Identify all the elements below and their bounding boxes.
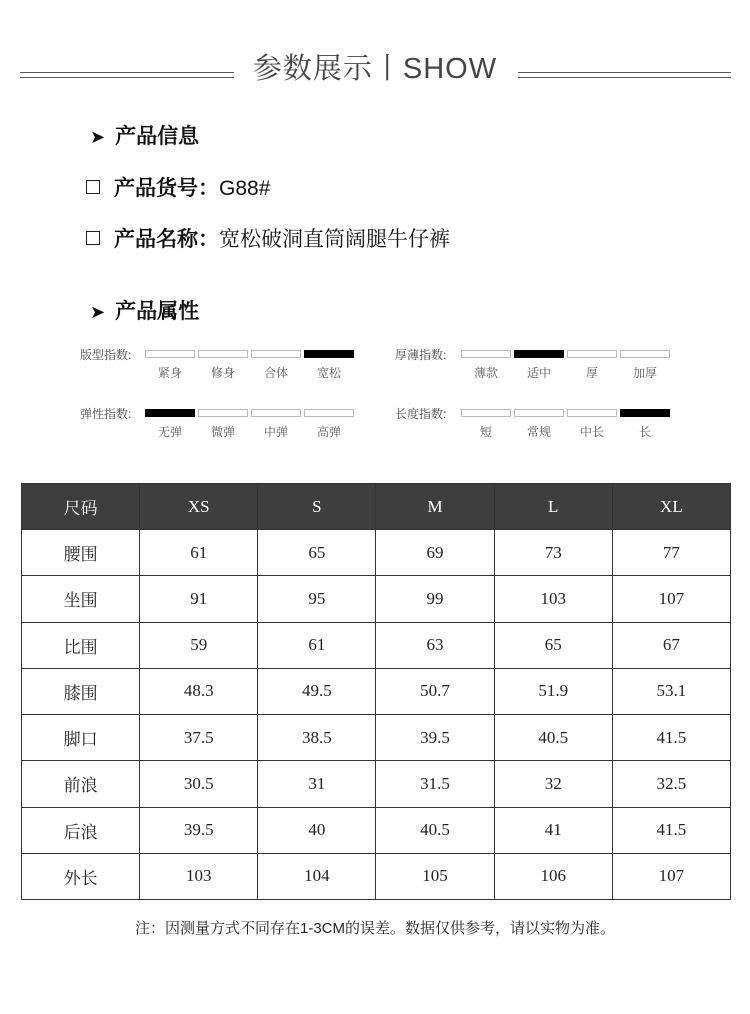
attribute-segment — [567, 409, 617, 417]
attribute-option-label: 微弹 — [210, 425, 235, 439]
measurement-value: 107 — [612, 853, 730, 899]
attribute-name: 长度指数: — [395, 407, 447, 421]
size-header-cell: M — [376, 484, 494, 530]
attributes-title: 产品属性 — [115, 300, 200, 323]
attribute-bar-track — [461, 409, 670, 417]
table-row — [22, 715, 731, 761]
measurement-value: 30.5 — [140, 761, 258, 807]
attribute-bar-track — [145, 409, 354, 417]
measurement-value: 53.1 — [612, 668, 730, 714]
product-name-value: 宽松破洞直筒阔腿牛仔裤 — [219, 228, 450, 251]
checkbox-square-icon — [86, 180, 100, 194]
attribute-option-label: 加厚 — [632, 366, 657, 380]
attribute-segment — [251, 409, 301, 417]
attribute-scale — [395, 405, 675, 445]
attribute-segment — [198, 409, 248, 417]
measurement-value: 48.3 — [140, 668, 258, 714]
attribute-segment — [620, 350, 670, 358]
measurement-value: 61 — [258, 622, 376, 668]
measurement-value: 51.9 — [494, 668, 612, 714]
table-row — [22, 853, 731, 899]
measurement-note: 注：因测量方式不同存在1-3CM的误差。数据仅供参考，请以实物为准。 — [134, 920, 615, 937]
measurement-value: 41.5 — [612, 807, 730, 853]
measurement-value: 37.5 — [140, 715, 258, 761]
attribute-segment-selected — [145, 409, 195, 417]
measurement-name: 坐围 — [22, 576, 140, 622]
attribute-name: 厚薄指数: — [395, 348, 447, 362]
attribute-option-label: 薄款 — [473, 366, 498, 380]
attribute-option-labels — [461, 423, 670, 440]
item-number-row — [86, 172, 270, 202]
table-row — [22, 576, 731, 622]
measurement-value: 41 — [494, 807, 612, 853]
size-header-cell: XS — [140, 484, 258, 530]
attribute-option-label: 中弹 — [263, 425, 288, 439]
attribute-option-label: 无弹 — [157, 425, 182, 439]
product-name-label: 产品名称： — [114, 228, 219, 251]
attribute-option-label: 厚 — [585, 366, 598, 380]
arrow-right-icon: ➤ — [90, 302, 106, 322]
product-info-title: 产品信息 — [115, 125, 200, 148]
measurement-value: 91 — [140, 576, 258, 622]
item-number-value: G88# — [219, 177, 271, 200]
attribute-name: 弹性指数: — [80, 407, 132, 421]
measurement-value: 39.5 — [140, 807, 258, 853]
size-table-header — [22, 484, 731, 530]
measurement-value: 39.5 — [376, 715, 494, 761]
header-title: 参数展示丨SHOW — [252, 53, 498, 85]
measurement-value: 65 — [258, 530, 376, 576]
attribute-segment-selected — [304, 350, 354, 358]
attributes-heading — [90, 295, 199, 325]
table-row — [22, 807, 731, 853]
measurement-value: 59 — [140, 622, 258, 668]
measurement-value: 49.5 — [258, 668, 376, 714]
item-number-label: 产品货号： — [114, 177, 219, 200]
size-header-cell: XL — [612, 484, 730, 530]
header-rule-right — [518, 72, 731, 78]
attribute-option-label: 修身 — [210, 366, 235, 380]
measurement-value: 107 — [612, 576, 730, 622]
measurement-value: 103 — [140, 853, 258, 899]
attribute-option-label: 短 — [479, 425, 492, 439]
attribute-segment — [514, 409, 564, 417]
measurement-value: 40.5 — [376, 807, 494, 853]
checkbox-square-icon — [86, 231, 100, 245]
size-header-cell: L — [494, 484, 612, 530]
product-name-row — [86, 223, 450, 253]
attribute-segment-selected — [514, 350, 564, 358]
attribute-name: 版型指数: — [80, 348, 132, 362]
attribute-option-label: 长 — [638, 425, 651, 439]
measurement-value: 73 — [494, 530, 612, 576]
attribute-segment — [251, 350, 301, 358]
section-header — [0, 40, 750, 100]
measurement-value: 103 — [494, 576, 612, 622]
attribute-option-label: 常规 — [526, 425, 551, 439]
measurement-value: 77 — [612, 530, 730, 576]
measurement-value: 31 — [258, 761, 376, 807]
measurement-value: 95 — [258, 576, 376, 622]
measurement-name: 腰围 — [22, 530, 140, 576]
attribute-option-labels — [461, 364, 670, 381]
measurement-value: 67 — [612, 622, 730, 668]
table-row — [22, 668, 731, 714]
measurement-value: 106 — [494, 853, 612, 899]
attribute-segment — [461, 350, 511, 358]
measurement-name: 膝围 — [22, 668, 140, 714]
measurement-name: 比围 — [22, 622, 140, 668]
measurement-name: 后浪 — [22, 807, 140, 853]
attribute-option-label: 宽松 — [316, 366, 341, 380]
measurement-value: 40.5 — [494, 715, 612, 761]
measurement-value: 105 — [376, 853, 494, 899]
attribute-segment — [304, 409, 354, 417]
attribute-option-label: 中长 — [579, 425, 604, 439]
product-info-heading — [90, 120, 199, 150]
attribute-option-label: 紧身 — [157, 366, 182, 380]
table-row — [22, 761, 731, 807]
measurement-value: 50.7 — [376, 668, 494, 714]
measurement-value: 41.5 — [612, 715, 730, 761]
attribute-option-label: 高弹 — [316, 425, 341, 439]
attribute-option-label: 合体 — [263, 366, 288, 380]
attribute-option-labels — [145, 364, 354, 381]
attribute-segment — [567, 350, 617, 358]
attribute-scale — [80, 346, 360, 386]
table-row — [22, 530, 731, 576]
size-table — [21, 483, 731, 900]
attribute-scale — [395, 346, 675, 386]
measurement-name: 外长 — [22, 853, 140, 899]
attribute-option-labels — [145, 423, 354, 440]
attribute-bar-track — [145, 350, 354, 358]
size-table-body — [22, 530, 731, 900]
attribute-segment — [198, 350, 248, 358]
measurement-value: 99 — [376, 576, 494, 622]
attribute-bar-track — [461, 350, 670, 358]
attribute-scale — [80, 405, 360, 445]
measurement-name: 脚口 — [22, 715, 140, 761]
size-header-label: 尺码 — [22, 484, 140, 530]
measurement-value: 32 — [494, 761, 612, 807]
measurement-value: 104 — [258, 853, 376, 899]
attribute-segment — [461, 409, 511, 417]
measurement-value: 65 — [494, 622, 612, 668]
measurement-name: 前浪 — [22, 761, 140, 807]
attribute-segment-selected — [620, 409, 670, 417]
measurement-value: 32.5 — [612, 761, 730, 807]
attribute-segment — [145, 350, 195, 358]
measurement-value: 63 — [376, 622, 494, 668]
arrow-right-icon: ➤ — [90, 127, 106, 147]
measurement-value: 38.5 — [258, 715, 376, 761]
measurement-value: 40 — [258, 807, 376, 853]
attribute-option-label: 适中 — [526, 366, 551, 380]
size-header-cell: S — [258, 484, 376, 530]
measurement-value: 69 — [376, 530, 494, 576]
measurement-value: 61 — [140, 530, 258, 576]
table-row — [22, 622, 731, 668]
measurement-value: 31.5 — [376, 761, 494, 807]
